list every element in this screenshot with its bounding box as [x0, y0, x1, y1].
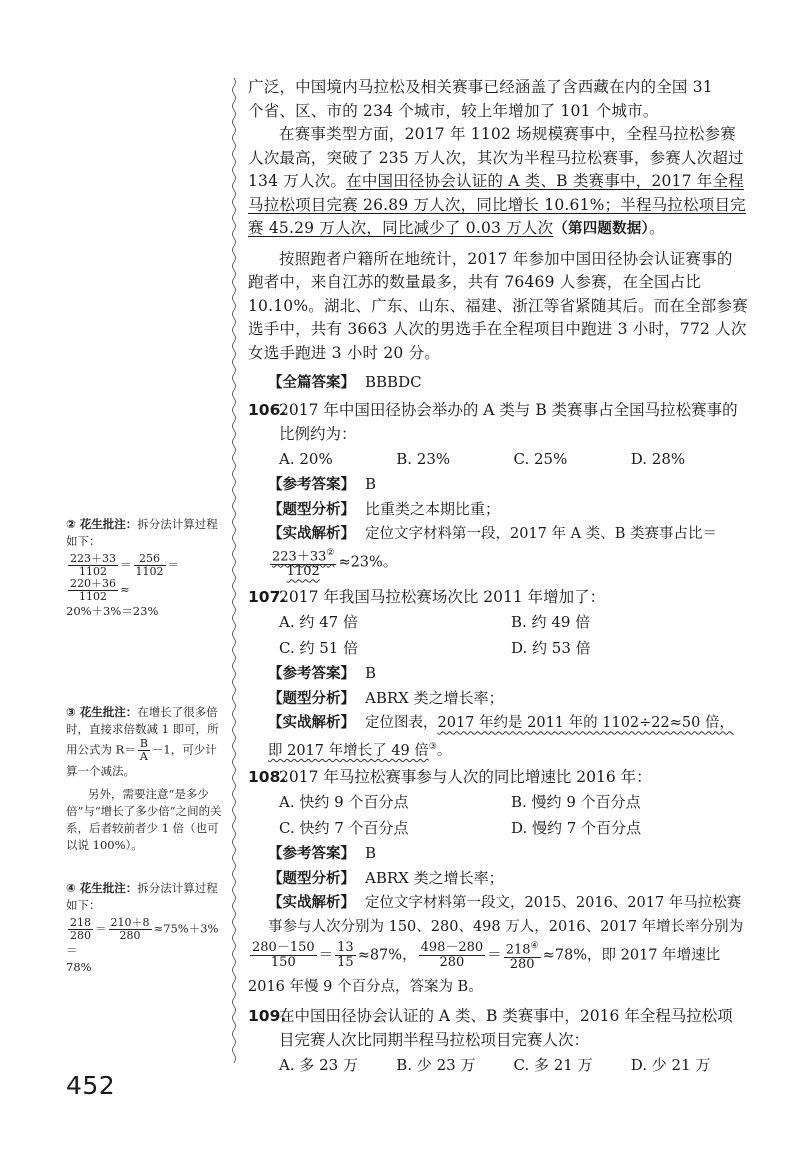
passage-p2-underlined: 在中国田径协会认证的 A 类、B 类赛事中，2017 年全程马拉松项目完赛 26.89 万人次，同比增长 10.61%；半程马拉松项目完赛 45.29 万人次，同比减少了 0.03 万人次 [248, 172, 746, 237]
q107-option-c[interactable]: C. 约 51 倍 [279, 639, 359, 658]
q107-type: ABRX 类之增长率； [365, 689, 504, 708]
q107-answer-row [248, 661, 748, 686]
q106-option-a[interactable]: A. 20% [279, 450, 333, 468]
q107-answer: B [365, 664, 377, 683]
q109-options [248, 1052, 748, 1078]
passage-line-2: 个省、区、市的 234 个城市，较上年增加了 101 个城市。 [248, 101, 659, 120]
question-107 [248, 585, 748, 763]
q108-options-row-1 [248, 789, 748, 815]
q109-stem: 在中国田径协会认证的 A 类、B 类赛事中，2016 年全程马拉松项目完赛人次比同期半程马拉松项目完赛人次： [279, 1007, 733, 1050]
q108-options-row-2 [248, 815, 748, 841]
page-number: 452 [66, 1071, 116, 1100]
q107-answer-label: 【参考答案】 [268, 666, 355, 683]
q106-options [248, 446, 748, 472]
q108-number: 108. [248, 768, 287, 787]
q107-option-b[interactable]: B. 约 49 倍 [511, 613, 591, 632]
q108-type: ABRX 类之增长率； [365, 869, 504, 888]
q107-option-d[interactable]: D. 约 53 倍 [511, 639, 591, 658]
q108-answer-row [248, 841, 748, 866]
q106-type-row [248, 497, 748, 522]
note-4-text: 拆分法计算过程如下： [66, 881, 218, 912]
q108-stem-row [248, 765, 748, 789]
q106-solve-label: 【实战解析】 [268, 526, 355, 542]
q106-frac-den: 1102 [286, 564, 320, 580]
q106-answer: B [365, 475, 377, 493]
q106-stem: 2017 年中国田径协会举办的 A 类与 B 类赛事占全国马拉松赛事的比例约为： [279, 401, 738, 443]
q109-option-c[interactable]: C. 多 21 万 [513, 1056, 593, 1075]
q109-option-a[interactable]: A. 多 23 万 [279, 1056, 358, 1075]
q108-answer: B [365, 844, 377, 863]
q108-frac-3: $\frac{498-280}{280}$ [420, 940, 484, 971]
note-3-text-3: 另外，需要注意“是多少倍”与“增长了多少倍”之间的关系，后者较前者少 1 倍（也可以说 100%）。 [66, 787, 222, 852]
q109-option-d[interactable]: D. 少 21 万 [630, 1056, 711, 1075]
q108-solve-row [248, 891, 748, 939]
passage-p2-end: 。 [648, 219, 665, 237]
q108-type-row [248, 866, 748, 891]
q107-solve-wavy: 2017 年约是 2011 年的 1102÷22≈50 倍，即 2017 年增长了 49 倍 [268, 715, 734, 760]
q107-solve-text: 定位图表， [365, 715, 438, 732]
q108-frac-2: $\frac{13}{15}$ [337, 940, 354, 971]
note-4-result: 78% [66, 960, 92, 974]
q108-solve-label: 【实战解析】 [268, 895, 355, 912]
q106-type-label: 【题型分析】 [268, 502, 355, 518]
note-3-head: ③ 花生批注： [66, 705, 138, 719]
q108-solve-text: 定位文字材料第一段文，2015、2016、2017 年马拉松赛事参与人次分别为 150、280、498 万人，2016、2017 年增长率分别为 [268, 895, 744, 936]
note-3-fraction: $\frac{B}{A}$ [139, 737, 148, 763]
q108-mid-1: ≈87%， [357, 947, 417, 964]
q108-option-d[interactable]: D. 慢约 7 个百分点 [511, 819, 642, 838]
note-4-formula: $\frac{218}{280}$ ＝ $\frac{210+8}{280}$ ≈75%＋3%＝ [66, 916, 219, 957]
q108-frac-4: $\frac{218^④}{280}$ [505, 941, 539, 973]
passage-paragraph-2 [248, 123, 748, 242]
q108-frac-1: $\frac{280-150}{150}$ [252, 940, 315, 971]
side-note-4 [66, 880, 228, 976]
q108-solve-formula-row: $\frac{280-150}{150}$ ＝ $\frac{13}{15}$ ≈87%， $\frac{498-280}{280}$ ＝ $\frac{218^④}{280}$ ≈78%，即 2017 年增速比 2016 年慢 9 个百分点，答案为 B。 [248, 940, 721, 996]
q107-solve-end: 。 [436, 743, 452, 760]
q107-solve-label: 【实战解析】 [268, 715, 355, 732]
q107-solve-row [248, 711, 748, 763]
q106-answer-row [248, 472, 748, 497]
q106-option-d[interactable]: D. 28% [630, 450, 686, 468]
q106-solve-row [248, 522, 748, 579]
note-2-head: ② 花生批注： [66, 517, 138, 531]
q109-stem-row [248, 1004, 748, 1052]
passage-p2-text: 在赛事类型方面，2017 年 1102 场规模赛事中，全程马拉松参赛人次最高，突破了 235 万人次，其次为半程马拉松赛事，参赛人次超过 134 万人次。 [248, 125, 744, 190]
q107-solve-note-marker: ③ [428, 742, 437, 753]
note-3-text-2: －1，可少计算一个减法。 [66, 742, 217, 778]
q107-option-a[interactable]: A. 约 47 倍 [279, 613, 358, 632]
q109-option-b[interactable]: B. 少 23 万 [396, 1056, 476, 1075]
q107-number: 107. [248, 588, 287, 607]
note-2-result: 20%＋3%＝23% [66, 604, 159, 618]
side-note-2 [66, 516, 228, 620]
q107-type-label: 【题型分析】 [268, 691, 355, 708]
note-3-text-1: 在增长了很多倍时，直接求倍数减 1 即可，所用公式为 R＝ [66, 705, 219, 757]
q108-option-b[interactable]: B. 慢约 9 个百分点 [511, 793, 641, 812]
q108-type-label: 【题型分析】 [268, 871, 355, 888]
wavy-divider [231, 78, 237, 1063]
q107-stem: 2017 年我国马拉松赛场次比 2011 年增加了： [279, 588, 606, 607]
q106-number: 106. [248, 401, 287, 419]
passage-paragraph-3: 按照跑者户籍所在地统计，2017 年参加中国田径协会认证赛事的跑者中，来自江苏的数量最多，共有 76469 人参赛，在全国占比 10.10%。湖北、广东、山东、福建、浙江等省紧随其后。而在全部参赛选手中，共有 3663 人次的男选手在全程项目中跑进 3 小时，772 人次女选手跑进 3 小时 20 分。 [248, 249, 748, 362]
q106-type: 比重类之本期比重； [365, 500, 501, 518]
q108-stem: 2017 年马拉松赛事参与人次的同比增速比 2016 年： [279, 768, 652, 787]
q106-option-b[interactable]: B. 23% [396, 450, 451, 468]
side-note-3 [66, 704, 228, 854]
q106-answer-label: 【参考答案】 [268, 477, 355, 493]
q106-stem-row [248, 398, 748, 446]
note-2-text: 拆分法计算过程如下： [66, 517, 218, 548]
note-2-formula: $\frac{223+33}{1102}$ ＝ $\frac{256}{1102}$ ＝ $\frac{220+36}{1102}$ ≈ [70, 552, 179, 603]
question-108 [248, 765, 748, 1002]
q109-number: 109. [248, 1007, 287, 1026]
q106-solve-text: 定位文字材料第一段，2017 年 A 类、B 类赛事占比＝ [365, 526, 717, 542]
q107-stem-row [248, 585, 748, 609]
passage-p2-note: （第四题数据） [553, 221, 649, 237]
note-4-head: ④ 花生批注： [66, 881, 138, 895]
full-answers-value: BBBDC [365, 373, 422, 391]
q108-mid-2: ≈78%，即 2017 年增速比 2016 年慢 9 个百分点，答案为 B。 [248, 947, 721, 996]
q108-option-c[interactable]: C. 快约 7 个百分点 [279, 819, 409, 838]
full-answers-row [248, 370, 748, 395]
q107-type-row [248, 686, 748, 711]
question-109 [248, 1004, 748, 1078]
q107-options-row-1 [248, 609, 748, 635]
question-106 [248, 398, 748, 579]
q108-answer-label: 【参考答案】 [268, 846, 355, 863]
full-answers-label: 【全篇答案】 [268, 375, 355, 391]
passage-line-1: 广泛，中国境内马拉松及相关赛事已经涵盖了含西藏在内的全国 31 [248, 78, 713, 96]
q107-options-row-2 [248, 635, 748, 661]
main-column [248, 76, 748, 1078]
q106-solve-end: ≈23%。 [338, 554, 398, 571]
q108-option-a[interactable]: A. 快约 9 个百分点 [279, 793, 409, 812]
q106-fraction [270, 546, 336, 579]
q106-option-c[interactable]: C. 25% [513, 450, 568, 468]
q106-frac-num: 223＋33② [272, 548, 335, 565]
